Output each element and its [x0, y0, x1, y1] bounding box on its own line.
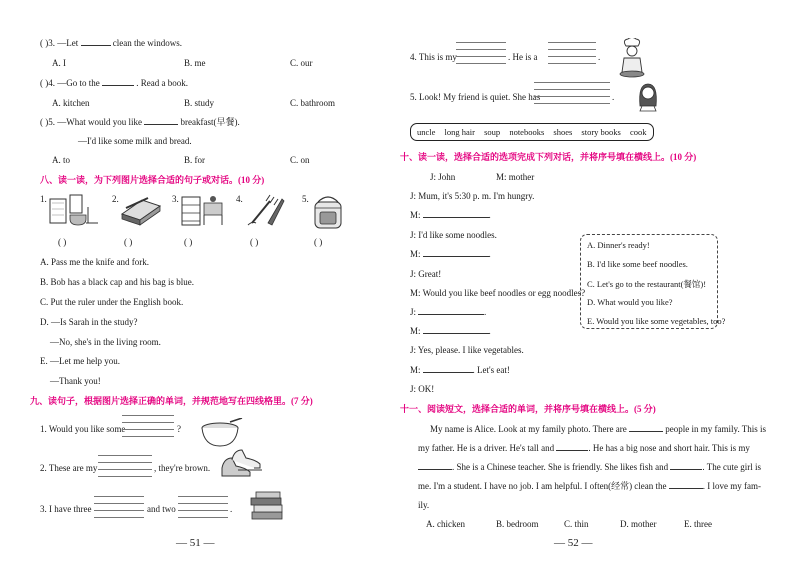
s9-writing-grid-4[interactable] — [178, 496, 228, 518]
s10-option-b: B. I'd like some beef noodles. — [587, 259, 688, 269]
s8-option-d-reply: —No, she's in the living room. — [50, 337, 161, 347]
r-q5-grid[interactable] — [534, 82, 610, 103]
passage-line-3 — [418, 462, 761, 473]
q4-option-c[interactable]: C. bathroom — [290, 98, 335, 108]
pic-3-answer[interactable]: ( ) — [184, 237, 193, 247]
s11-option-d: D. mother — [620, 519, 657, 529]
dialogue-blank-3[interactable] — [418, 307, 484, 315]
passage-line-5: ily. — [418, 500, 430, 510]
word-notebooks: notebooks — [509, 127, 545, 137]
lets-eat-text: . Let's eat! — [472, 365, 510, 375]
s8-option-c: C. Put the ruler under the English book. — [40, 297, 184, 307]
bathroom-picture — [48, 193, 100, 229]
q3-option-b[interactable]: B. me — [184, 58, 206, 68]
s8-option-e-reply: —Thank you! — [50, 376, 101, 386]
s8-option-a: A. Pass me the knife and fork. — [40, 257, 149, 267]
question-5-stem: ( )5. —What would you like — [40, 117, 142, 127]
passage-line-2-a: my father. He is a driver. He's tall and — [418, 443, 555, 453]
dialogue-line-4-speaker: M: — [410, 249, 421, 259]
dialogue-line-9: J: Yes, please. I like vegetables. — [410, 345, 524, 355]
question-5 — [40, 117, 240, 128]
school-bag-picture — [310, 192, 346, 230]
page-number-52: — 52 — — [554, 537, 593, 549]
s9-sentence-2-start: 2. These are my — [40, 463, 98, 473]
shoes-picture — [218, 448, 264, 482]
question-4 — [40, 78, 188, 89]
q3-option-a[interactable]: A. I — [52, 58, 66, 68]
passage-line-4-b: . I love my fam- — [702, 481, 762, 491]
passage-line-4-a: me. I'm a student. I have no job. I am helpful. I often(经常) clean the — [418, 481, 667, 491]
passage-line-2-b: . He has a big nose and short hair. This is my — [588, 443, 750, 453]
s9-sentence-3-end: . — [230, 504, 233, 514]
word-uncle: uncle — [417, 127, 436, 137]
s9-sentence-3-middle: and two — [147, 504, 176, 514]
dialogue-line-10 — [410, 365, 510, 376]
dialogue-blank-1[interactable] — [423, 210, 489, 218]
r-q5-start: 5. Look! My friend is quiet. She has — [410, 92, 541, 102]
word-shoes: shoes — [553, 127, 573, 137]
s8-option-b: B. Bob has a black cap and his bag is blue. — [40, 277, 194, 287]
s11-option-b: B. bedroom — [496, 519, 539, 529]
word-story-books: story books — [581, 127, 621, 137]
r-q4-end: . — [598, 52, 601, 62]
s10-option-c: C. Let's go to the restaurant(餐馆)! — [587, 279, 707, 289]
q3-option-c[interactable]: C. our — [290, 58, 313, 68]
r-q4-grid-1[interactable] — [456, 42, 506, 63]
q5-option-b[interactable]: B. for — [184, 155, 205, 165]
dialogue-line-2: M: . — [410, 210, 491, 220]
pic-num-5: 5. — [302, 194, 309, 204]
s9-writing-grid-1[interactable] — [122, 415, 174, 437]
question-3-rest: clean the windows. — [112, 38, 182, 48]
passage-blank-1[interactable] — [629, 424, 663, 432]
word-long-hair: long hair — [444, 127, 475, 137]
question-3-blank[interactable] — [81, 38, 111, 46]
dialogue-line-3: J: I'd like some noodles. — [410, 230, 497, 240]
pic-num-4: 4. — [236, 194, 243, 204]
passage-blank-4[interactable] — [670, 462, 702, 470]
dialogue-line-2-speaker: M: — [410, 210, 421, 220]
question-5-reply: —I'd like some milk and bread. — [78, 136, 192, 146]
question-4-stem: ( )4. —Go to the — [40, 78, 100, 88]
s8-option-d: D. —Is Sarah in the study? — [40, 317, 138, 327]
question-4-blank[interactable] — [102, 78, 134, 86]
passage-blank-2[interactable] — [556, 443, 588, 451]
q5-option-a[interactable]: A. to — [52, 155, 70, 165]
question-3-stem: ( )3. —Let — [40, 38, 79, 48]
q4-option-b[interactable]: B. study — [184, 98, 215, 108]
page-number-51: — 51 — — [176, 537, 215, 549]
s11-option-e: E. three — [684, 519, 712, 529]
passage-blank-5[interactable] — [669, 481, 703, 489]
soup-bowl-picture — [200, 418, 244, 450]
question-5-rest: breakfast(早餐). — [180, 117, 240, 127]
word-bank — [410, 123, 654, 141]
s10-options-box — [580, 234, 726, 329]
s8-option-e: E. —Let me help you. — [40, 356, 120, 366]
passage-blank-3[interactable] — [418, 462, 452, 470]
r-q4-middle: . He is a — [508, 52, 538, 62]
s9-sentence-2-end: , they're brown. — [154, 463, 211, 473]
s9-sentence-1-end: ? — [177, 424, 181, 434]
pic-2-answer[interactable]: ( ) — [124, 237, 133, 247]
s9-sentence-3-start: 3. I have three — [40, 504, 92, 514]
pic-num-1: 1. — [40, 194, 47, 204]
cook-picture — [618, 38, 646, 78]
dialogue-line-7-speaker: J: — [410, 307, 417, 317]
s10-speaker-m: M: mother — [496, 172, 535, 182]
r-q5-end: . — [612, 92, 615, 102]
dialogue-blank-4[interactable] — [423, 326, 489, 334]
dialogue-line-1: J: Mum, it's 5:30 p. m. I'm hungry. — [410, 191, 535, 201]
q5-option-c[interactable]: C. on — [290, 155, 310, 165]
knife-fork-picture — [244, 193, 288, 229]
passage-line-1-a: My name is Alice. Look at my family photo. There are — [430, 424, 627, 434]
pic-num-3: 3. — [172, 194, 179, 204]
section-11-title: 十一、阅读短文，选择合适的单词，并将序号填在横线上。(5 分) — [400, 404, 656, 414]
word-cook: cook — [629, 127, 647, 137]
q4-option-a[interactable]: A. kitchen — [52, 98, 90, 108]
s9-writing-grid-2[interactable] — [98, 455, 152, 477]
s11-option-a: A. chicken — [426, 519, 465, 529]
dialogue-blank-2[interactable] — [423, 249, 489, 257]
s10-option-a: A. Dinner's ready! — [587, 240, 650, 250]
study-room-picture — [180, 193, 226, 229]
passage-line-1 — [430, 424, 766, 435]
books-ruler-picture — [118, 194, 162, 228]
passage-line-3-c: . The cute girl is — [702, 462, 761, 472]
passage-line-2 — [418, 443, 750, 454]
section-8-title: 八、读一读，为下列图片选择合适的句子或对话。(10 分) — [40, 175, 265, 185]
dialogue-line-8-speaker: M: — [410, 326, 421, 336]
dialogue-line-10-speaker: M: — [410, 365, 421, 375]
question-5-blank[interactable] — [144, 117, 178, 125]
question-4-rest: . Read a book. — [136, 78, 188, 88]
pic-1-answer[interactable]: ( ) — [58, 237, 67, 247]
dialogue-line-7: J: . — [410, 307, 487, 317]
dialogue-line-11: J: OK! — [410, 384, 435, 394]
passage-line-4 — [418, 481, 761, 492]
section-9-title: 九、读句子，根据图片选择正确的单词，并规范地写在四线格里。(7 分) — [30, 396, 313, 406]
section-10-title: 十、读一读，选择合适的选项完成下列对话，并将序号填在横线上。(10 分) — [400, 152, 697, 162]
dialogue-line-6: M: Would you like beef noodles or egg noodles? — [410, 288, 586, 298]
girl-long-hair-picture — [636, 82, 660, 112]
dialogue-line-4: M: . — [410, 249, 491, 259]
dialogue-line-5: J: Great! — [410, 269, 442, 279]
books-stack-picture — [248, 490, 288, 522]
s10-speaker-j: J: John — [430, 172, 456, 182]
s9-sentence-1-start: 1. Would you like some — [40, 424, 126, 434]
passage-line-1-b: people in my family. This is — [665, 424, 767, 434]
r-q4-start: 4. This is my — [410, 52, 457, 62]
s10-option-d: D. What would you like? — [587, 297, 673, 307]
r-q4-grid-2[interactable] — [548, 42, 596, 63]
dialogue-line-8: M: . — [410, 326, 491, 336]
s10-option-e: E. Would you like some vegetables, too? — [587, 316, 726, 326]
page-52 — [400, 0, 800, 562]
dialogue-blank-5[interactable] — [423, 365, 473, 373]
word-soup: soup — [484, 127, 501, 137]
s11-option-c: C. thin — [564, 519, 589, 529]
pic-4-answer[interactable]: ( ) — [250, 237, 259, 247]
pic-num-2: 2. — [112, 194, 119, 204]
pic-5-answer[interactable]: ( ) — [314, 237, 323, 247]
s9-writing-grid-3[interactable] — [94, 496, 144, 518]
passage-line-3-b: . She is a Chinese teacher. She is friendly. She likes fish and — [452, 462, 669, 472]
question-3 — [40, 38, 182, 49]
